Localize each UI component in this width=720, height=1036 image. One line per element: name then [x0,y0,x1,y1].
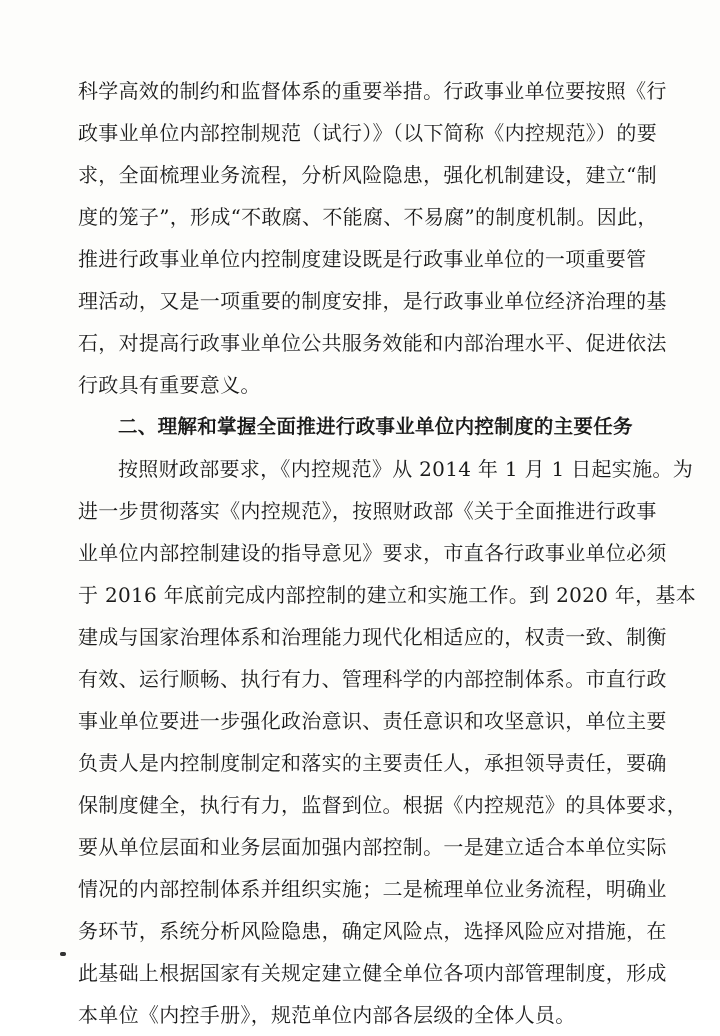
text-line: 理活动，又是一项重要的制度安排，是行政事业单位经济治理的基 [78,289,667,313]
text-line: 政事业单位内部控制规范（试行）》（以下简称《内控规范》）的要 [78,121,657,145]
text-line: 度的笼子”，形成“不敢腐、不能腐、不易腐”的制度机制。因此， [78,205,658,229]
text-line: 负责人是内控制度制定和落实的主要责任人，承担领导责任，要确 [78,751,667,775]
text-line: 情况的内部控制体系并组织实施；二是梳理单位业务流程，明确业 [78,877,667,901]
text-line: 求，全面梳理业务流程，分析风险隐患，强化机制建设，建立“制 [78,163,657,187]
paragraph-continued [78,70,668,406]
text-line: 事业单位要进一步强化政治意识、责任意识和攻坚意识，单位主要 [78,709,667,733]
text-line: 业单位内部控制建设的指导意见》要求，市直各行政事业单位必须 [78,541,667,565]
text-line: 有效、运行顺畅、执行有力、管理科学的内部控制体系。市直行政 [78,667,667,691]
text-line: 进一步贯彻落实《内控规范》，按照财政部《关于全面推进行政事 [78,499,657,523]
text-line: 务环节，系统分析风险隐患，确定风险点，选择风险应对措施，在 [78,919,667,943]
text-line: 本单位《内控手册》，规范单位内部各层级的全体人员。 [78,1003,576,1027]
section-paragraph [78,448,697,1036]
document-body [78,70,697,1036]
text-line: 推进行政事业单位内控制度建设既是行政事业单位的一项重要管 [78,247,647,271]
text-line: 此基础上根据国家有关规定建立健全单位各项内部管理制度，形成 [78,961,667,985]
scan-mark [60,952,66,956]
text-line: 建成与国家治理体系和治理能力现代化相适应的，权责一致、制衡 [78,625,667,649]
text-line: 石，对提高行政事业单位公共服务效能和内部治理水平、促进依法 [78,331,667,355]
section-heading: 二、理解和掌握全面推进行政事业单位内控制度的主要任务 [118,415,633,438]
text-line: 要从单位层面和业务层面加强内部控制。一是建立适合本单位实际 [78,835,667,859]
text-line: 科学高效的制约和监督体系的重要举措。行政事业单位要按照《行 [78,79,667,103]
text-line: 行政具有重要意义。 [78,373,261,397]
text-line: 于 2016 年底前完成内部控制的建立和实施工作。到 2020 年，基本 [78,583,697,607]
text-line: 保制度健全，执行有力，监督到位。根据《内控规范》的具体要求， [78,793,687,817]
text-line: 按照财政部要求，《内控规范》从 2014 年 1 月 1 日起实施。为 [118,457,693,481]
